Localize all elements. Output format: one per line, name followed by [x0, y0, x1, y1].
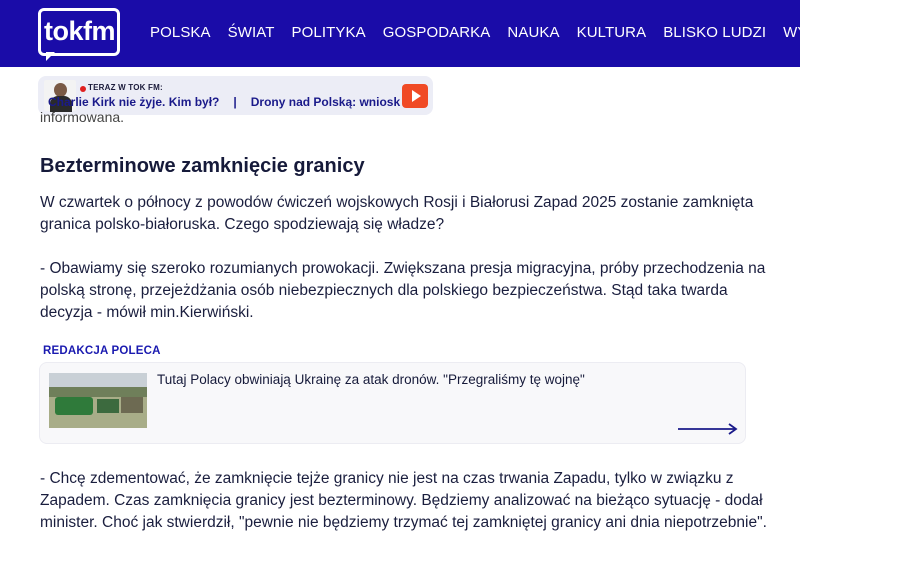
- logo-text: tokfm: [44, 16, 115, 46]
- nav-item-blisko-ludzi[interactable]: BLISKO LUDZI: [663, 24, 767, 41]
- tokfm-logo[interactable]: [38, 8, 122, 60]
- recommended-label: REDAKCJA POLECA: [43, 345, 161, 357]
- article-thumbnail[interactable]: [49, 373, 147, 428]
- recommended-article-title[interactable]: Tutaj Polacy obwiniają Ukrainę za atak dronów. "Przegraliśmy tę wojnę": [157, 372, 585, 387]
- recommended-article-card[interactable]: [39, 362, 746, 444]
- article-paragraph: - Obawiamy się szeroko rozumianych prowokacji. Zwiększana presja migracyjna, próby przechodzenia na polską stronę, przejeżdżania osób niebezpiecznych dla polskiego bezpieczeństwa. Stąd taka twarda decyzja - mówił min.Kierwiński.: [40, 260, 766, 321]
- section-heading: Bezterminowe zamknięcie granicy: [40, 155, 365, 177]
- logo-speech-tail: [46, 52, 55, 61]
- nav-item-swiat[interactable]: ŚWIAT: [227, 24, 275, 41]
- nav-item-polska[interactable]: POLSKA: [150, 24, 211, 41]
- ticker-separator: |: [233, 95, 237, 109]
- article-paragraph: - Chcę zdementować, że zamknięcie tejże granicy nie jest na czas trwania Zapadu, tylko w związku z Zapadem. Czas zamknięcia granicy jest bezterminowy. Będziemy analizować na bieżąco sytuację - dodał minister. Choć jak stwierdził, "pewnie nie będziemy trzymać tej zamkniętej granicy ani dnia niepotrzebnie".: [40, 470, 767, 531]
- now-playing-label: TERAZ W TOK FM:: [88, 83, 163, 92]
- ticker-item[interactable]: Charlie Kirk nie żyje. Kim był?: [48, 95, 220, 109]
- arrow-right-icon[interactable]: [678, 423, 738, 435]
- ticker-item[interactable]: Drony nad Polską: wniosk: [250, 95, 401, 109]
- nav-item-wydarzenia[interactable]: WYDARZENIA: [783, 24, 885, 41]
- nav-item-gospodarka[interactable]: GOSPODARKA: [382, 24, 491, 41]
- nav-item-polityka[interactable]: POLITYKA: [291, 24, 366, 41]
- thumb-vehicle: [55, 397, 93, 415]
- thumb-trees: [49, 387, 147, 397]
- nav-item-nauka[interactable]: NAUKA: [507, 24, 560, 41]
- main-nav: [150, 24, 901, 41]
- live-dot-icon: [80, 86, 86, 92]
- article-paragraph: W czwartek o północy z powodów ćwiczeń wojskowych Rosji i Białorusi Zapad 2025 zostanie zamknięta granica polsko-białoruska. Czego spodziewają się władze?: [40, 194, 754, 233]
- thumb-vehicle: [97, 399, 119, 413]
- now-playing-ticker[interactable]: [48, 95, 428, 111]
- previous-text-fragment: informowana.: [40, 109, 125, 125]
- thumb-people: [121, 397, 143, 413]
- play-button[interactable]: [402, 84, 428, 108]
- play-icon: [412, 90, 421, 102]
- nav-item-kultura[interactable]: KULTURA: [576, 24, 647, 41]
- site-header: [0, 0, 885, 67]
